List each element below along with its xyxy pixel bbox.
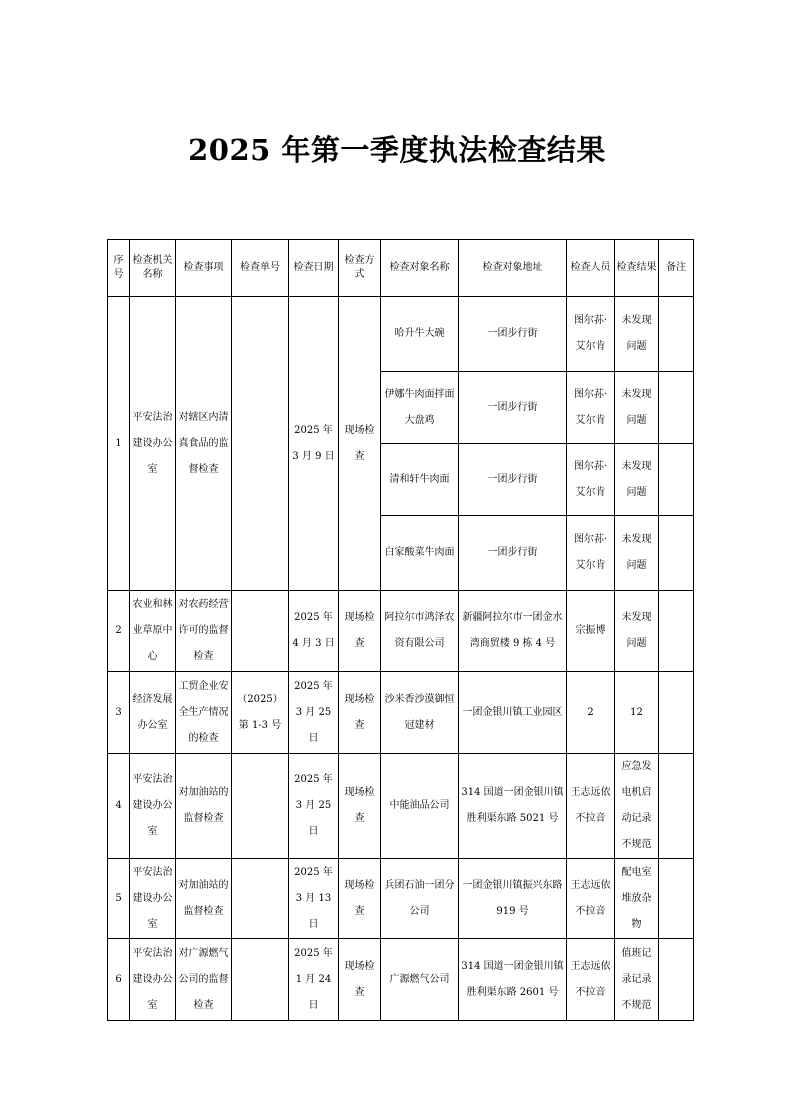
- cell-no: 4: [108, 754, 130, 859]
- cell-result: 值班记录记录不规范: [615, 939, 659, 1021]
- col-header-no: 序号: [108, 240, 130, 297]
- table-row: [108, 859, 694, 939]
- col-header-method: 检查方式: [339, 240, 381, 297]
- cell-no: 5: [108, 859, 130, 939]
- cell-target-name: 哈升牛大碗: [381, 297, 459, 372]
- col-header-doc-no: 检查单号: [232, 240, 289, 297]
- cell-inspector: 图尔荪·艾尔肯: [567, 297, 615, 372]
- cell-target-address: 一团步行街: [459, 444, 567, 516]
- cell-target-address: 314 国道一团金银川镇胜利渠东路 5021 号: [459, 754, 567, 859]
- cell-doc-no: [232, 297, 289, 591]
- cell-doc-no: [232, 591, 289, 672]
- cell-method: 现场检查: [339, 297, 381, 591]
- cell-target-name: 沙米香沙漠御恒冠建材: [381, 672, 459, 754]
- cell-target-name: 中能油品公司: [381, 754, 459, 859]
- col-header-target-name: 检查对象名称: [381, 240, 459, 297]
- cell-no: 3: [108, 672, 130, 754]
- cell-result: 未发现问题: [615, 444, 659, 516]
- cell-inspector: 王志远依不拉音: [567, 754, 615, 859]
- cell-target-name: 广源燃气公司: [381, 939, 459, 1021]
- cell-date: 2025 年 1 月 24 日: [289, 939, 339, 1021]
- table-row: [108, 672, 694, 754]
- cell-target-name: 白家酸菜牛肉面: [381, 516, 459, 591]
- cell-target-name: 伊娜牛肉面拌面大盘鸡: [381, 372, 459, 444]
- page-title: 2025 年第一季度执法检查结果: [188, 133, 606, 167]
- cell-target-name: 清和轩牛肉面: [381, 444, 459, 516]
- cell-target-address: 一团步行街: [459, 372, 567, 444]
- cell-remark: [659, 672, 694, 754]
- cell-target-address: 一团金银川镇工业园区: [459, 672, 567, 754]
- cell-inspector: 2: [567, 672, 615, 754]
- cell-method: 现场检查: [339, 939, 381, 1021]
- header-row: [108, 240, 694, 297]
- cell-doc-no: [232, 939, 289, 1021]
- cell-no: 1: [108, 297, 130, 591]
- cell-target-address: 新疆阿拉尔市一团金水湾商贸楼 9 栋 4 号: [459, 591, 567, 672]
- cell-no: 2: [108, 591, 130, 672]
- cell-target-address: 一团步行街: [459, 297, 567, 372]
- cell-result: 应急发电机启动记录不规范: [615, 754, 659, 859]
- cell-remark: [659, 516, 694, 591]
- cell-inspector: 王志远依不拉音: [567, 859, 615, 939]
- cell-date: 2025 年 3 月 13 日: [289, 859, 339, 939]
- cell-doc-no: [232, 754, 289, 859]
- cell-target-address: 一团金银川镇振兴东路 919 号: [459, 859, 567, 939]
- cell-method: 现场检查: [339, 754, 381, 859]
- cell-result: 未发现问题: [615, 516, 659, 591]
- cell-authority: 平安法治建设办公室: [130, 754, 176, 859]
- cell-method: 现场检查: [339, 591, 381, 672]
- cell-date: 2025 年 4 月 3 日: [289, 591, 339, 672]
- cell-target-address: 314 国道一团金银川镇胜利渠东路 2601 号: [459, 939, 567, 1021]
- cell-remark: [659, 591, 694, 672]
- cell-authority: 平安法治建设办公室: [130, 939, 176, 1021]
- cell-doc-no: [232, 859, 289, 939]
- cell-result: 未发现问题: [615, 297, 659, 372]
- cell-item: 对加油站的监督检查: [176, 754, 232, 859]
- cell-result: 12: [615, 672, 659, 754]
- cell-inspector: 图尔荪·艾尔肯: [567, 516, 615, 591]
- cell-date: 2025 年 3 月 25 日: [289, 754, 339, 859]
- cell-target-name: 兵团石油一团分公司: [381, 859, 459, 939]
- cell-inspector: 图尔荪·艾尔肯: [567, 444, 615, 516]
- cell-target-address: 一团步行街: [459, 516, 567, 591]
- cell-authority: 平安法治建设办公室: [130, 859, 176, 939]
- col-header-authority: 检查机关名称: [130, 240, 176, 297]
- table-row: [108, 591, 694, 672]
- cell-method: 现场检查: [339, 672, 381, 754]
- cell-item: 对加油站的监督检查: [176, 859, 232, 939]
- cell-inspector: 图尔荪·艾尔肯: [567, 372, 615, 444]
- cell-item: 对农药经营许可的监督检查: [176, 591, 232, 672]
- col-header-remark: 备注: [659, 240, 694, 297]
- cell-item: 工贸企业安全生产情况的检查: [176, 672, 232, 754]
- col-header-result: 检查结果: [615, 240, 659, 297]
- cell-authority: 平安法治建设办公室: [130, 297, 176, 591]
- col-header-target-address: 检查对象地址: [459, 240, 567, 297]
- cell-date: 2025 年 3 月 9 日: [289, 297, 339, 591]
- cell-remark: [659, 939, 694, 1021]
- cell-authority: 农业和林业草原中心: [130, 591, 176, 672]
- cell-result: 未发现问题: [615, 591, 659, 672]
- cell-remark: [659, 297, 694, 372]
- inspection-table: [107, 239, 694, 1021]
- table-row: [108, 939, 694, 1021]
- cell-item: 对广源燃气公司的监督检查: [176, 939, 232, 1021]
- col-header-item: 检查事项: [176, 240, 232, 297]
- cell-target-name: 阿拉尔市鸿泽农资有限公司: [381, 591, 459, 672]
- cell-result: 配电室堆放杂物: [615, 859, 659, 939]
- col-header-inspector: 检查人员: [567, 240, 615, 297]
- col-header-date: 检查日期: [289, 240, 339, 297]
- cell-date: 2025 年 3 月 25 日: [289, 672, 339, 754]
- cell-doc-no: （2025）第 1-3 号: [232, 672, 289, 754]
- cell-method: 现场检查: [339, 859, 381, 939]
- cell-inspector: 宗振博: [567, 591, 615, 672]
- cell-item: 对辖区内清真食品的监督检查: [176, 297, 232, 591]
- cell-no: 6: [108, 939, 130, 1021]
- table-row: [108, 297, 694, 372]
- table-row: [108, 754, 694, 859]
- cell-inspector: 王志远依不拉音: [567, 939, 615, 1021]
- cell-authority: 经济发展办公室: [130, 672, 176, 754]
- cell-remark: [659, 372, 694, 444]
- cell-remark: [659, 859, 694, 939]
- cell-remark: [659, 754, 694, 859]
- cell-remark: [659, 444, 694, 516]
- cell-result: 未发现问题: [615, 372, 659, 444]
